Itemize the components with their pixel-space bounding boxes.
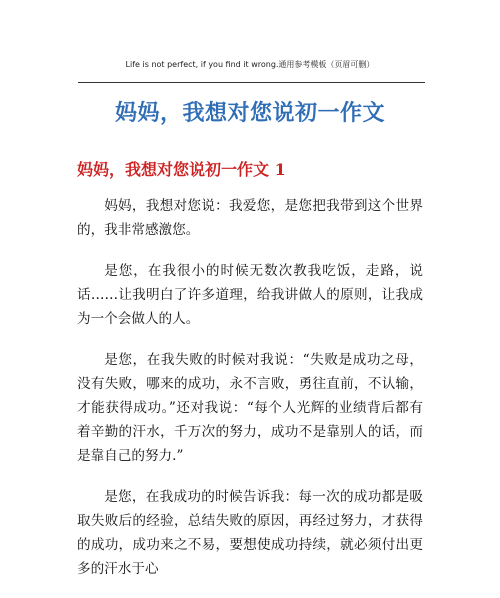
- document-title: 妈妈，我想对您说初一作文: [114, 100, 385, 126]
- page-header-text: Life is not perfect, if you find it wrong.通用参考模板（页眉可删）: [125, 60, 375, 69]
- section-heading: 妈妈，我想对您说初一作文 1: [77, 160, 286, 179]
- header-divider: [78, 82, 425, 83]
- body-paragraph: 是您，在我很小的时候无数次教我吃饭，走路，说话……让我明白了许多道理，给我讲做人的原则，让我成为一个会做人的人。: [77, 263, 423, 327]
- body-paragraph: 妈妈，我想对您说：我爱您，是您把我带到这个世界的，我非常感激您。: [77, 198, 423, 238]
- body-paragraph: 是您，在我失败的时候对我说：“失败是成功之母，没有失败，哪来的成功，永不言败，勇往直前，不认输，才能获得成功。”还对我说：“每个人光辉的业绩背后都有着辛勤的汗水，千万次的努力，成功不是靠别人的话，而是靠自己的努力.”: [77, 352, 423, 464]
- body-paragraph: 是您，在我成功的时候告诉我：每一次的成功都是吸取失败后的经验，总结失败的原因，再经过努力，才获得的成功，成功来之不易，要想使成功持续，就必须付出更多的汗水于心: [77, 489, 423, 577]
- document-body: [77, 194, 423, 598]
